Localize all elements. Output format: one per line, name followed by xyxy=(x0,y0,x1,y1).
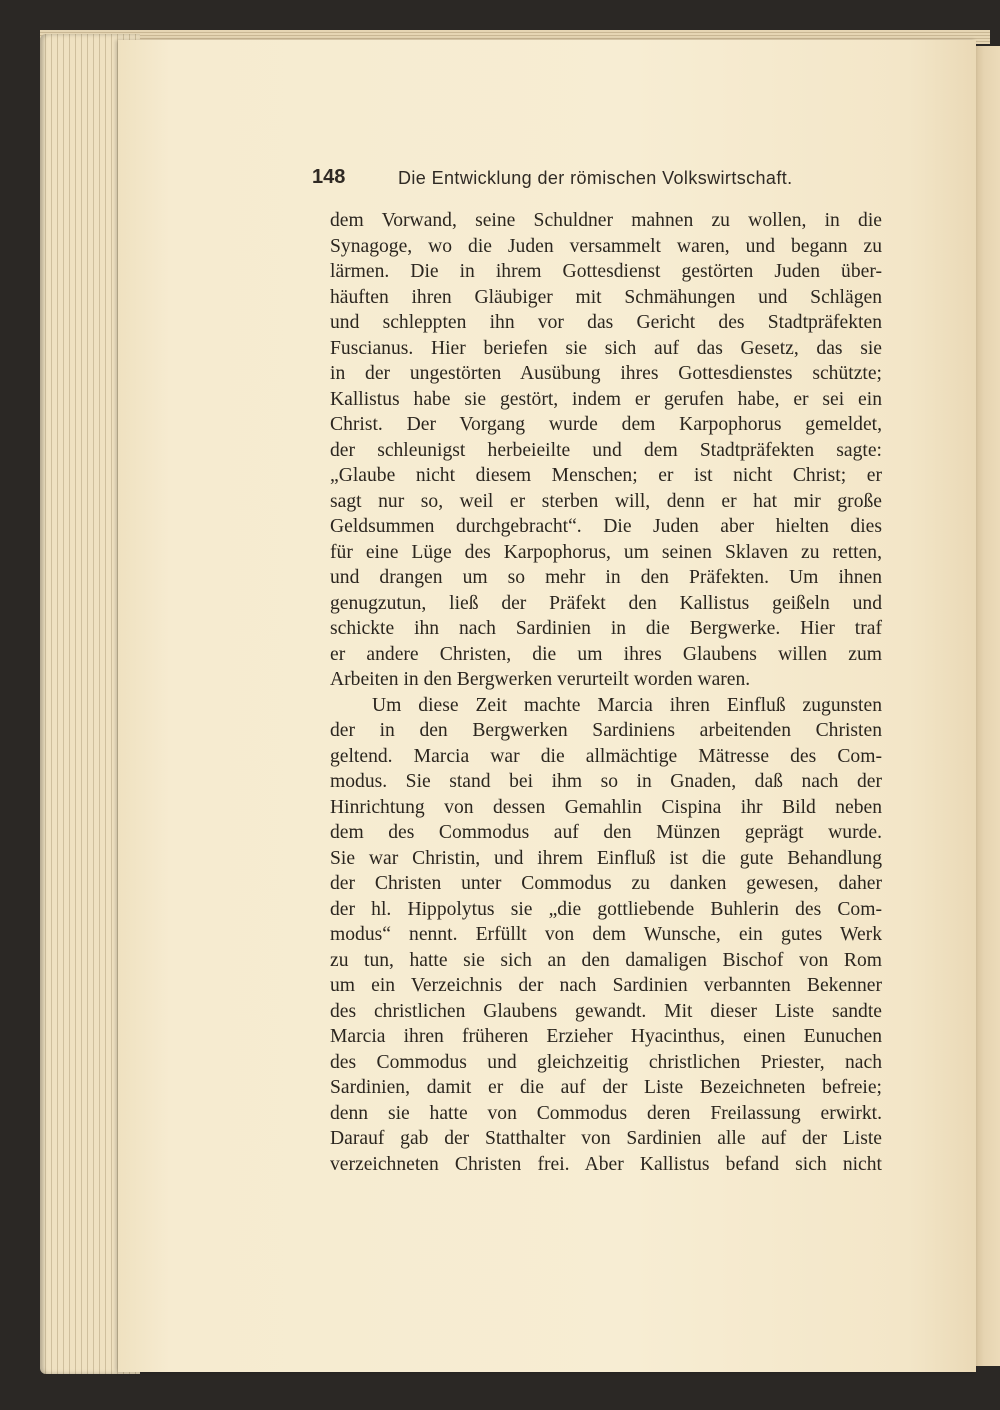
text-line: Sie war Christin, und ihrem Einfluß ist die gute Behandlung xyxy=(330,847,882,869)
text-line: modus. Sie stand bei ihm so in Gnaden, daß nach der xyxy=(330,771,882,792)
text-line: genugzutun, ließ der Präfekt den Kallistus geißeln und xyxy=(330,592,882,614)
text-line: dem Vorwand, seine Schuldner mahnen zu wollen, in die xyxy=(330,210,882,231)
text-line: Arbeiten in den Bergwerken verurteilt worden waren. xyxy=(330,669,751,690)
page-number: 148 xyxy=(312,166,346,188)
text-line: Synagoge, wo die Juden versammelt waren, und begann zu xyxy=(330,235,882,257)
text-line: der schleunigst herbeieilte und dem Stadtpräfekten sagte: xyxy=(330,439,882,461)
text-line: sagt nur so, weil er sterben will, denn er hat mir große xyxy=(330,490,882,512)
text-line: Sardinien, damit er die auf der Liste Bezeichneten befreie; xyxy=(330,1077,882,1098)
text-line: des christlichen Glaubens gewandt. Mit dieser Liste sandte xyxy=(330,1000,882,1022)
text-line: Fuscianus. Hier beriefen sie sich auf das Gesetz, das sie xyxy=(330,337,882,359)
text-line: Kallistus habe sie gestört, indem er gerufen habe, er sei ein xyxy=(330,388,882,410)
text-line: Christ. Der Vorgang wurde dem Karpophorus gemeldet, xyxy=(330,414,882,435)
text-line: Hinrichtung von dessen Gemahlin Cispina ihr Bild neben xyxy=(330,796,882,818)
text-line: der in den Bergwerken Sardiniens arbeitenden Christen xyxy=(330,720,882,741)
text-line: Um diese Zeit machte Marcia ihren Einfluß zugunsten xyxy=(372,694,882,716)
text-line: in der ungestörten Ausübung ihres Gottesdienstes schützte; xyxy=(330,363,882,384)
text-line: Geldsummen durchgebracht“. Die Juden aber hielten dies xyxy=(330,516,882,537)
text-line: für eine Lüge des Karpophorus, um seinen Sklaven zu retten, xyxy=(330,541,882,563)
body-text xyxy=(330,208,882,1177)
text-line: um ein Verzeichnis der nach Sardinien verbannten Bekenner xyxy=(330,975,882,996)
text-line: dem des Commodus auf den Münzen geprägt wurde. xyxy=(330,822,882,843)
text-line: und drangen um so mehr in den Präfekten. Um ihnen xyxy=(330,567,882,588)
text-line: verzeichneten Christen frei. Aber Kallistus befand sich nicht xyxy=(330,1153,882,1175)
text-line: zu tun, hatte sie sich an den damaligen Bischof von Rom xyxy=(330,949,882,971)
text-line: er andere Christen, die um ihres Glaubens willen zum xyxy=(330,643,882,665)
text-line: Marcia ihren früheren Erzieher Hyacinthus, einen Eunuchen xyxy=(330,1026,882,1047)
running-title: Die Entwicklung der römischen Volkswirtschaft. xyxy=(398,168,793,188)
text-line: Darauf gab der Statthalter von Sardinien alle auf der Liste xyxy=(330,1128,882,1149)
text-line: denn sie hatte von Commodus deren Freilassung erwirkt. xyxy=(330,1102,882,1124)
text-line: „Glaube nicht diesem Menschen; er ist nicht Christ; er xyxy=(330,465,882,486)
text-line: lärmen. Die in ihrem Gottesdienst gestörten Juden über- xyxy=(330,261,882,282)
text-line: der hl. Hippolytus sie „die gottliebende Buhlerin des Com- xyxy=(330,898,882,920)
text-line: häuften ihren Gläubiger mit Schmähungen und Schlägen xyxy=(330,286,882,308)
text-line: der Christen unter Commodus zu danken gewesen, daher xyxy=(330,873,882,894)
text-line: schickte ihn nach Sardinien in die Bergwerke. Hier traf xyxy=(330,618,882,639)
text-line: modus“ nennt. Erfüllt von dem Wunsche, ein gutes Werk xyxy=(330,924,882,945)
text-line: des Commodus und gleichzeitig christlichen Priester, nach xyxy=(330,1051,882,1073)
text-line: geltend. Marcia war die allmächtige Mätresse des Com- xyxy=(330,745,882,767)
text-line: und schleppten ihn vor das Gericht des Stadtpräfekten xyxy=(330,312,882,333)
